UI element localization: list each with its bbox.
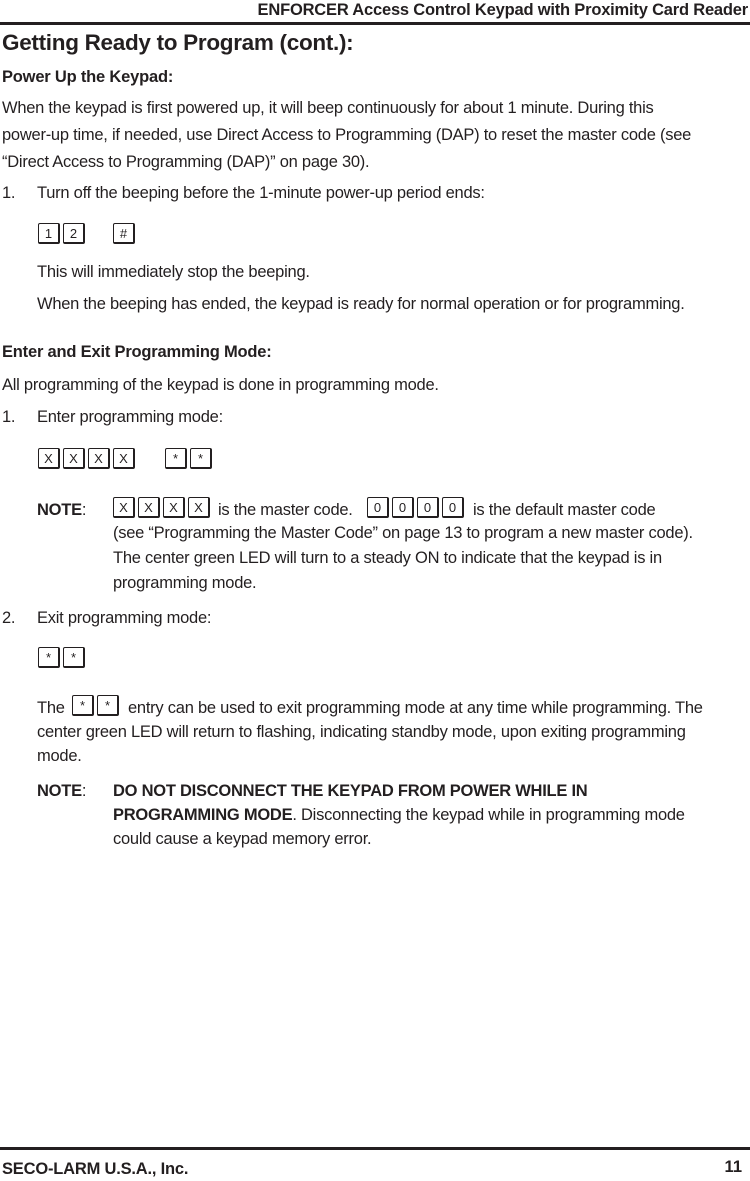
- step-text: Enter programming mode:: [37, 408, 223, 426]
- keypad-sequence-12: [38, 223, 88, 244]
- note-text: could cause a keypad memory error.: [113, 830, 372, 848]
- key-x: X: [138, 497, 160, 518]
- keypad-sequence-star-star: [72, 695, 122, 716]
- paragraph-text: The: [37, 699, 65, 717]
- paragraph-text: entry can be used to exit programming mode at any time while programming. The: [128, 699, 703, 717]
- paragraph-text: mode.: [37, 747, 82, 765]
- warning-text: DO NOT DISCONNECT THE KEYPAD FROM POWER WHILE IN: [113, 782, 588, 800]
- keypad-sequence-hash: [113, 223, 138, 244]
- power-up-intro-line-1: When the keypad is first powered up, it will beep continuously for about 1 minute. During this: [2, 99, 654, 117]
- key-star: *: [165, 448, 187, 469]
- key-0: 0: [442, 497, 464, 518]
- key-x: X: [63, 448, 85, 469]
- note-label: NOTE:: [37, 782, 87, 800]
- footer-rule: [0, 1147, 750, 1150]
- key-star: *: [38, 647, 60, 668]
- key-star: *: [63, 647, 85, 668]
- footer-company: SECO-LARM U.S.A., Inc.: [2, 1160, 189, 1178]
- note-text: is the master code.: [218, 501, 353, 519]
- key-star: *: [72, 695, 94, 716]
- note-label: NOTE:: [37, 501, 87, 519]
- step-result-2: When the beeping has ended, the keypad is ready for normal operation or for programming.: [37, 295, 685, 313]
- keypad-sequence-star-star: [165, 448, 215, 469]
- power-up-intro-line-3: “Direct Access to Programming (DAP)” on page 30).: [2, 153, 370, 171]
- key-0: 0: [417, 497, 439, 518]
- key-star: *: [97, 695, 119, 716]
- note-text: is the default master code: [473, 501, 656, 519]
- key-x: X: [188, 497, 210, 518]
- power-up-intro-line-2: power-up time, if needed, use Direct Access to Programming (DAP) to reset the master code (see: [2, 126, 692, 144]
- power-up-heading: Power Up the Keypad:: [2, 68, 174, 86]
- key-0: 0: [392, 497, 414, 518]
- note-text: (see “Programming the Master Code” on page 13 to program a new master code).: [113, 524, 693, 542]
- keypad-master-code: [113, 497, 213, 518]
- page-title: Getting Ready to Program (cont.):: [2, 30, 354, 55]
- step-number: 1.: [2, 408, 16, 426]
- key-x: X: [163, 497, 185, 518]
- running-header: ENFORCER Access Control Keypad with Proximity Card Reader: [257, 1, 748, 19]
- step-number: 2.: [2, 609, 16, 627]
- page-number: 11: [724, 1158, 742, 1176]
- keypad-sequence-xxxx: [38, 448, 138, 469]
- programming-mode-heading: Enter and Exit Programming Mode:: [2, 343, 272, 361]
- key-1: 1: [38, 223, 60, 244]
- paragraph-text: center green LED will return to flashing, indicating standby mode, upon exiting programming: [37, 723, 686, 741]
- step-number: 1.: [2, 184, 16, 202]
- key-x: X: [38, 448, 60, 469]
- warning-text: PROGRAMMING MODE. Disconnecting the keypad while in programming mode: [113, 806, 685, 824]
- key-0: 0: [367, 497, 389, 518]
- key-hash: #: [113, 223, 135, 244]
- note-text: programming mode.: [113, 574, 257, 592]
- note-text: The center green LED will turn to a steady ON to indicate that the keypad is in: [113, 549, 662, 567]
- key-x: X: [88, 448, 110, 469]
- keypad-default-code: [367, 497, 467, 518]
- step-text: Turn off the beeping before the 1-minute power-up period ends:: [37, 184, 485, 202]
- key-x: X: [113, 497, 135, 518]
- keypad-sequence-star-star: [38, 647, 88, 668]
- programming-mode-intro: All programming of the keypad is done in programming mode.: [2, 376, 439, 394]
- step-text: Exit programming mode:: [37, 609, 212, 627]
- key-x: X: [113, 448, 135, 469]
- key-2: 2: [63, 223, 85, 244]
- key-star: *: [190, 448, 212, 469]
- header-rule: [0, 22, 750, 25]
- step-result-1: This will immediately stop the beeping.: [37, 263, 310, 281]
